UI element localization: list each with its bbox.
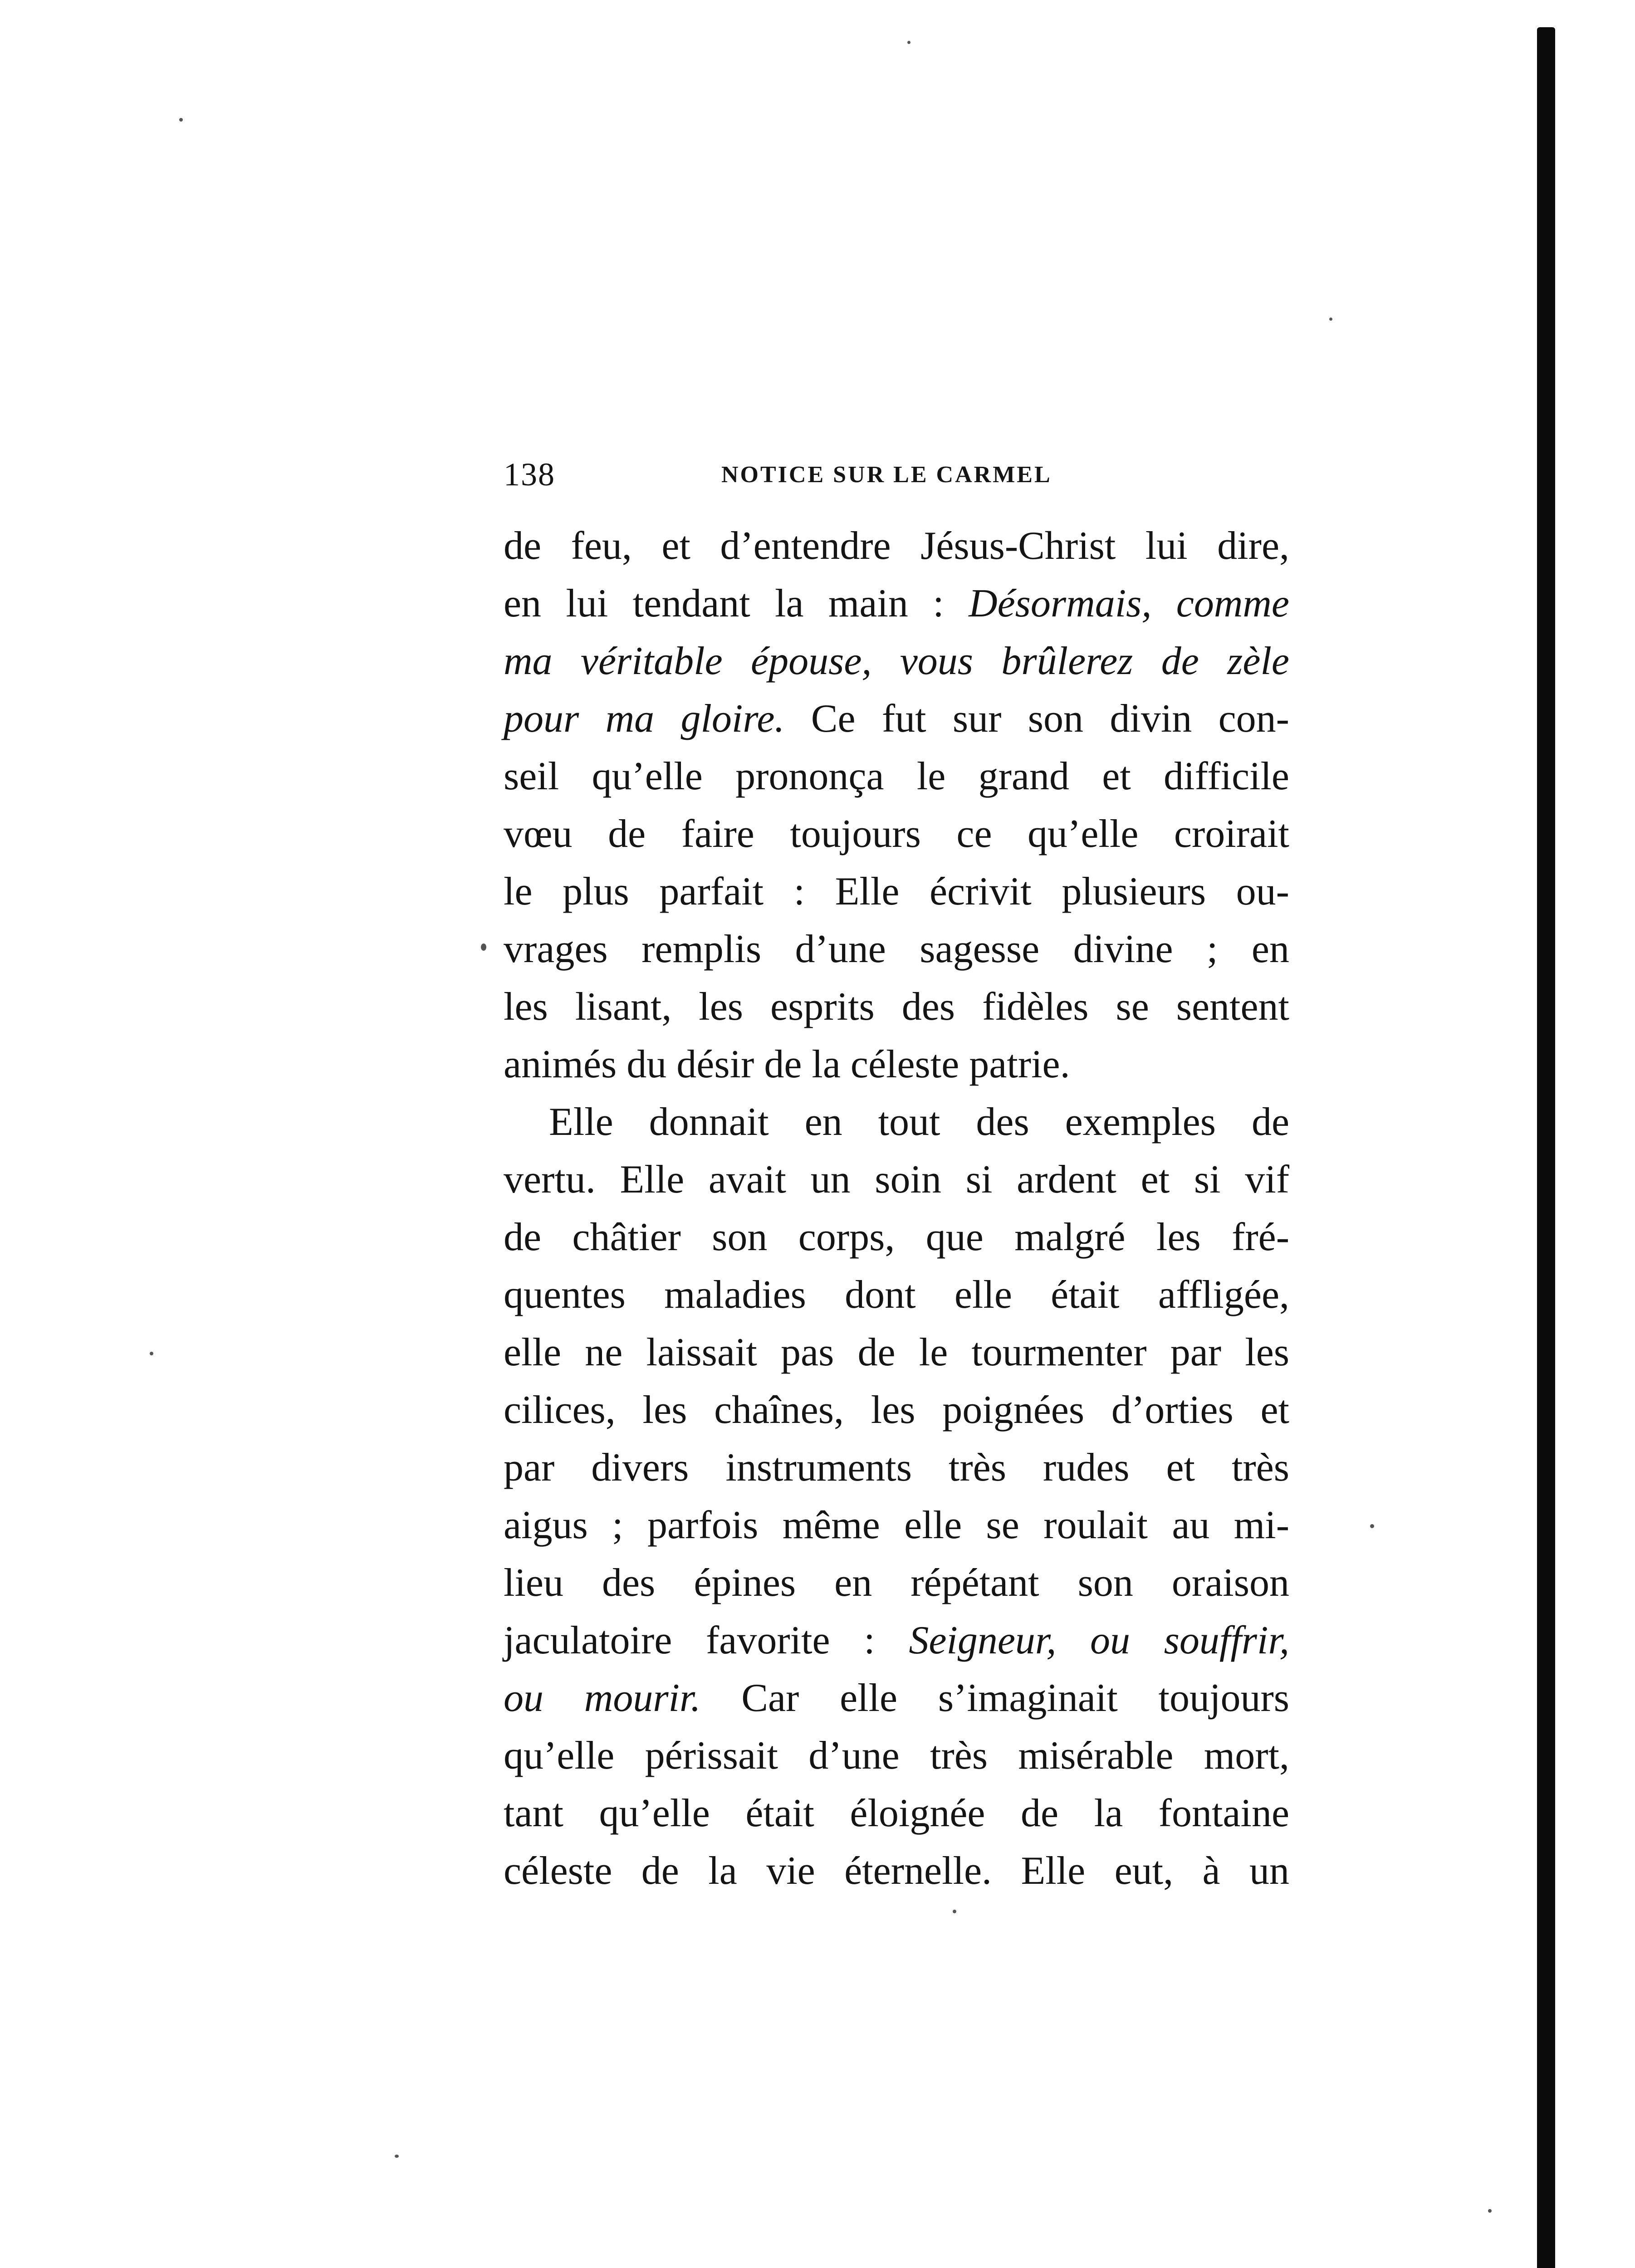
- text-line: aigus ; parfois même elle se roulait au mi-: [504, 1503, 1289, 1547]
- scan-speck: [1329, 318, 1332, 321]
- running-title: NOTICE SUR LE CARMEL: [721, 462, 1052, 488]
- scan-speck: [395, 2155, 399, 2158]
- text-line: tant qu’elle était éloignée de la fontaine: [504, 1791, 1289, 1835]
- text-line: le plus parfait : Elle écrivit plusieurs ou-: [504, 870, 1289, 914]
- scan-speck: [953, 1910, 956, 1913]
- text-line: animés du désir de la céleste patrie.: [504, 1042, 1070, 1086]
- text-line: seil qu’elle prononça le grand et difficile: [504, 754, 1289, 798]
- text-line: Elle donnait en tout des exemples de: [549, 1100, 1289, 1144]
- binding-shadow: [1537, 27, 1555, 2268]
- text-line: vertu. Elle avait un soin si ardent et si vif: [504, 1158, 1289, 1202]
- text-line: en lui tendant la main : Désormais, comme: [504, 582, 1289, 626]
- text-line: ma véritable épouse, vous brûlerez de zèle: [504, 639, 1289, 683]
- scan-speck: [150, 1352, 153, 1355]
- text-line: céleste de la vie éternelle. Elle eut, à un: [504, 1849, 1289, 1893]
- scan-speck: [1370, 1524, 1374, 1528]
- scan-speck: [1488, 2209, 1492, 2213]
- text-line: de feu, et d’entendre Jésus-Christ lui dire,: [504, 524, 1289, 568]
- scan-speck: [481, 943, 486, 951]
- text-line: lieu des épines en répétant son oraison: [504, 1561, 1289, 1605]
- scan-speck: [907, 41, 911, 44]
- text-line: elle ne laissait pas de le tourmenter par les: [504, 1330, 1289, 1374]
- scan-speck: [179, 118, 183, 122]
- text-line: jaculatoire favorite : Seigneur, ou souffrir,: [504, 1618, 1289, 1662]
- text-line: ou mourir. Car elle s’imaginait toujours: [504, 1676, 1290, 1720]
- text-line: quentes maladies dont elle était affligée,: [504, 1273, 1289, 1317]
- text-line: par divers instruments très rudes et très: [504, 1446, 1289, 1490]
- text-line: les lisant, les esprits des fidèles se sentent: [504, 985, 1289, 1029]
- body-text: [504, 517, 1289, 1900]
- text-line: pour ma gloire. Ce fut sur son divin con-: [504, 697, 1289, 741]
- running-header: [504, 456, 1289, 497]
- text-line: cilices, les chaînes, les poignées d’orties et: [504, 1388, 1289, 1432]
- text-line: vœu de faire toujours ce qu’elle croirait: [504, 812, 1289, 856]
- text-line: qu’elle périssait d’une très misérable mort,: [504, 1734, 1289, 1778]
- text-line: vrages remplis d’une sagesse divine ; en: [504, 927, 1289, 971]
- text-line: de châtier son corps, que malgré les fré-: [504, 1215, 1289, 1259]
- page-number: 138: [504, 456, 555, 493]
